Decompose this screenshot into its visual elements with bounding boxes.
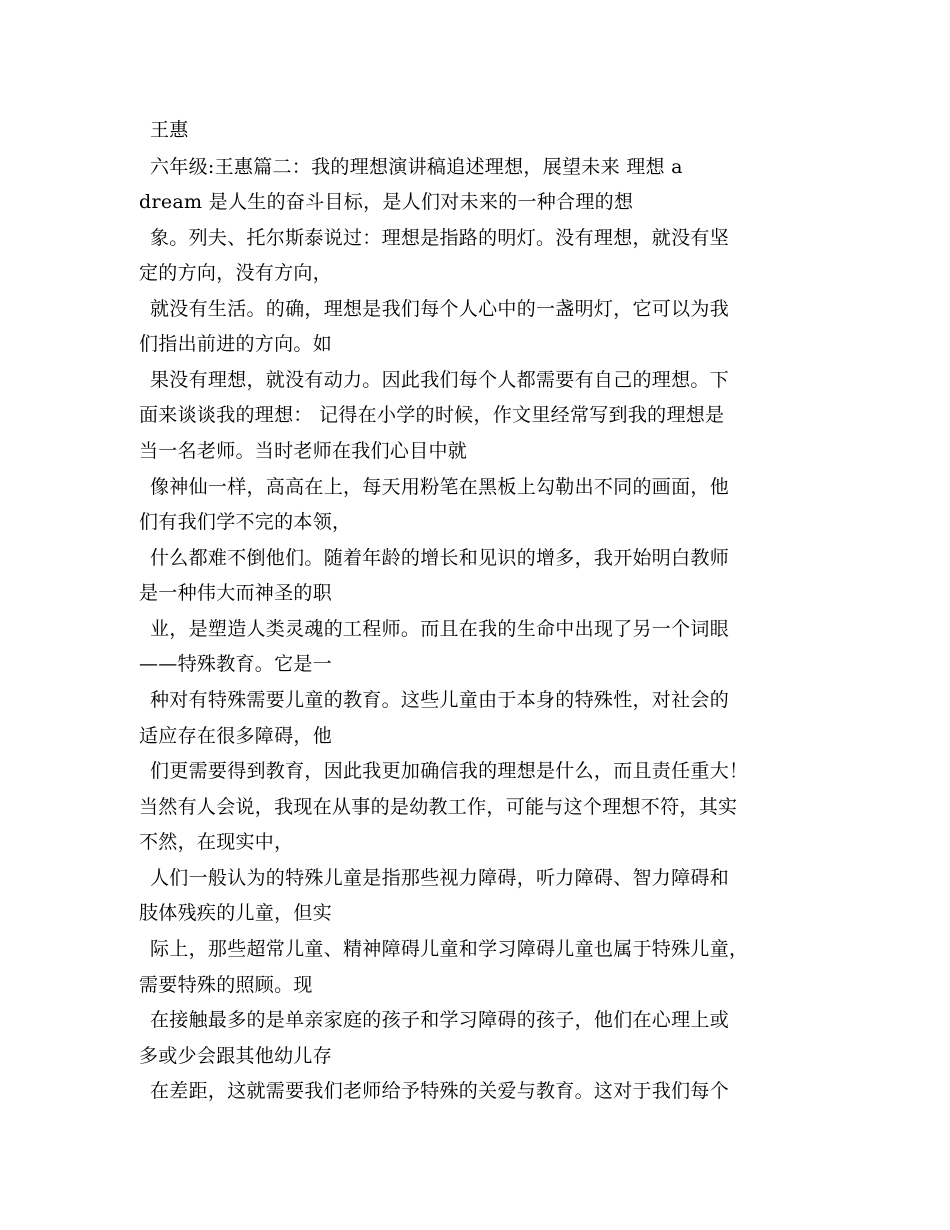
text-line: 就没有生活。的确，理想是我们每个人心中的一盏明灯，它可以为我: [150, 298, 730, 320]
text-line: 际上，那些超常儿童、精神障碍儿童和学习障碍儿童也属于特殊儿童，: [150, 938, 749, 960]
text-line: 当然有人会说，我现在从事的是幼教工作，可能与这个理想不符，其实: [139, 796, 738, 818]
text-line: 象。列夫、托尔斯泰说过：理想是指路的明灯。没有理想，就没有坚: [150, 227, 730, 249]
text-line: 果没有理想，就没有动力。因此我们每个人都需要有自己的理想。下: [150, 369, 730, 391]
text-line: 肢体残疾的儿童，但实: [139, 902, 333, 924]
text-line: 六年级:王惠篇二：我的理想演讲稿追述理想，展望未来 理想 a: [150, 156, 683, 178]
text-line: 业，是塑造人类灵魂的工程师。而且在我的生命中出现了另一个词眼: [150, 618, 730, 640]
text-line: dream 是人生的奋斗目标，是人们对未来的一种合理的想: [139, 191, 634, 213]
text-line: 当一名老师。当时老师在我们心目中就: [139, 440, 468, 462]
text-line: 什么都难不倒他们。随着年龄的增长和见识的增多，我开始明白教师: [150, 547, 730, 569]
text-line: 定的方向，没有方向，: [139, 262, 333, 284]
text-line: 多或少会跟其他幼儿存: [139, 1045, 333, 1067]
text-line: 在接触最多的是单亲家庭的孩子和学习障碍的孩子，他们在心理上或: [150, 1009, 730, 1031]
author-name: 王惠: [150, 119, 189, 141]
text-line: ——特殊教育。它是一: [139, 653, 333, 675]
text-line: 不然，在现实中，: [139, 831, 294, 853]
text-line: 们更需要得到教育，因此我更加确信我的理想是什么，而且责任重大！: [150, 760, 749, 782]
text-line: 们有我们学不完的本领，: [139, 511, 352, 533]
text-line: 像神仙一样，高高在上，每天用粉笔在黑板上勾勒出不同的画面，他: [150, 476, 730, 498]
text-line: 面来谈谈我的理想： 记得在小学的时候，作文里经常写到我的理想是: [139, 404, 725, 426]
text-line: 人们一般认为的特殊儿童是指那些视力障碍，听力障碍、智力障碍和: [150, 867, 730, 889]
text-line: 在差距，这就需要我们老师给予特殊的关爱与教育。这对于我们每个: [150, 1080, 730, 1102]
text-line: 是一种伟大而神圣的职: [139, 582, 333, 604]
text-line: 们指出前进的方向。如: [139, 333, 333, 355]
text-line: 需要特殊的照顾。现: [139, 974, 313, 996]
text-line: 适应存在很多障碍，他: [139, 725, 333, 747]
text-line: 种对有特殊需要儿童的教育。这些儿童由于本身的特殊性，对社会的: [150, 689, 730, 711]
